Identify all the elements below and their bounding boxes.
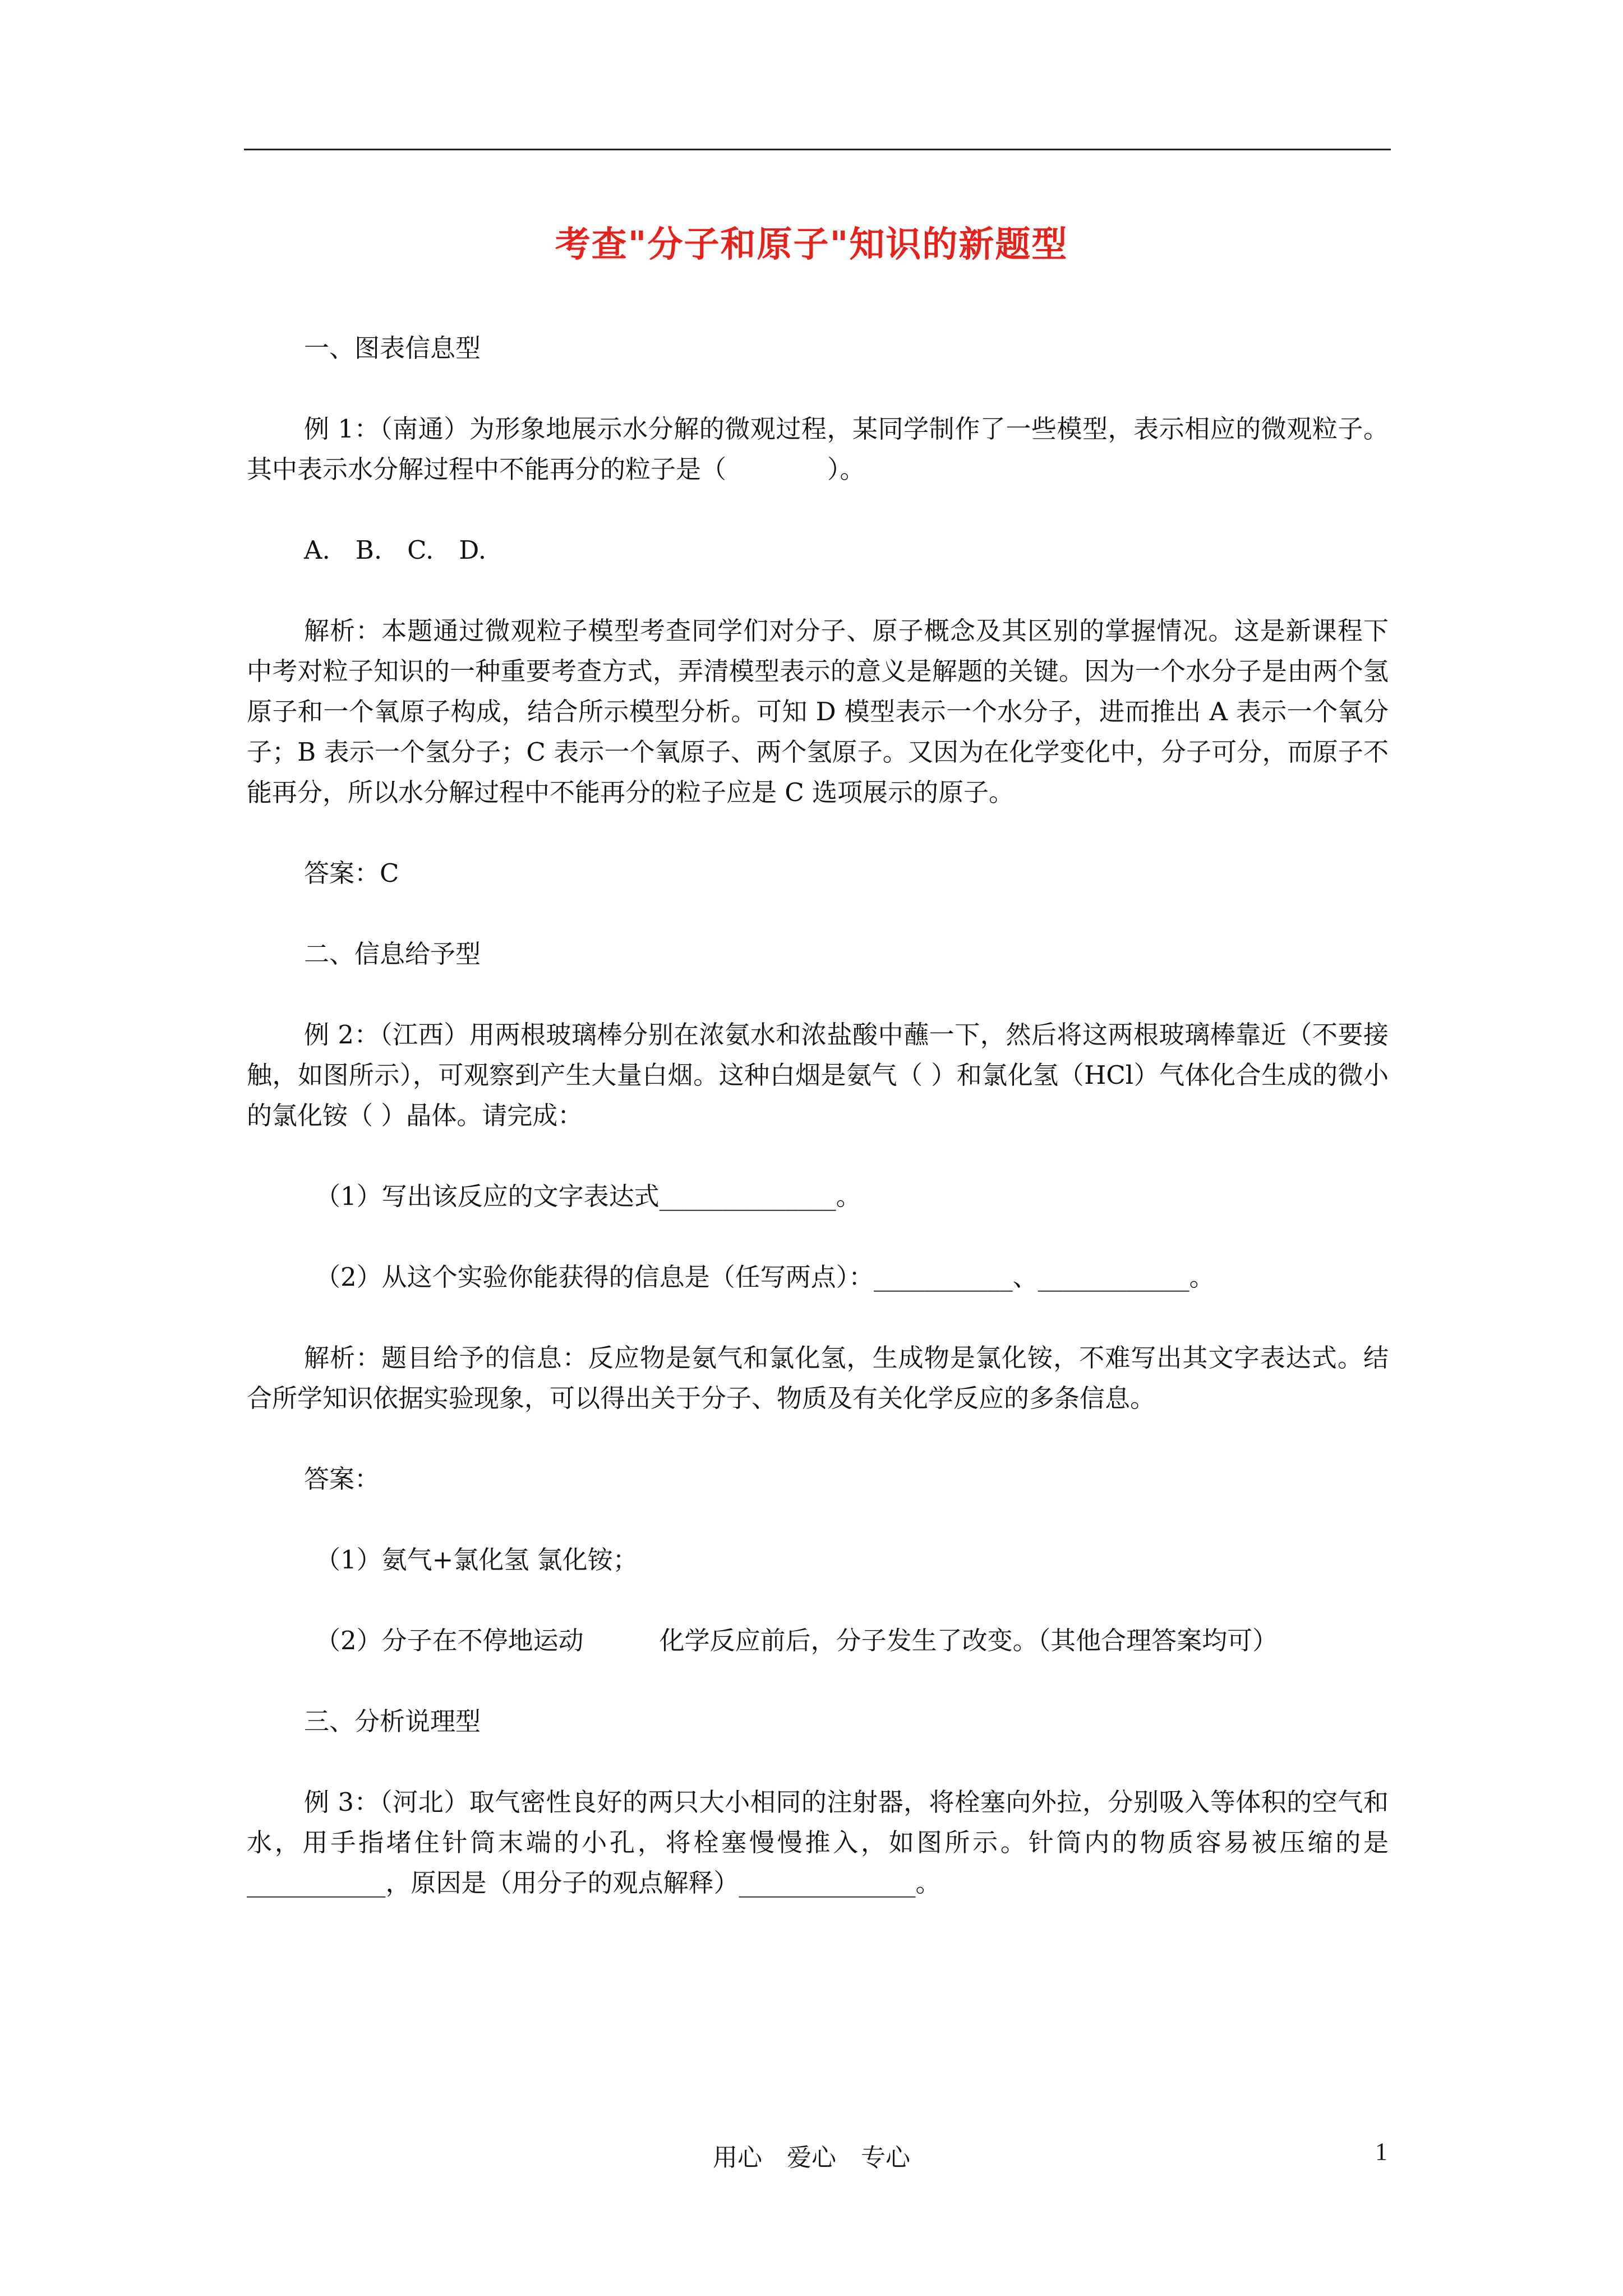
example-1-analysis: 解析：本题通过微观粒子模型考查同学们对分子、原子概念及其区别的掌握情况。这是新课程下中考对粒子知识的一种重要考查方式，弄清模型表示的意义是解题的关键。因为一个水分子是由两个氢原子和一个氧原子构成，结合所示模型分析。可知 D 模型表示一个水分子，进而推出 A 表示一个氧分子；B 表示一个氢分子；C 表示一个氧原子、两个氢原子。又因为在化学变化中，分子可分，而原子不能再分，所以水分解过程中不能再分的粒子应是 C 选项展示的原子。 [247, 616, 1389, 807]
section-heading-1: 一、图表信息型 [304, 333, 481, 363]
example-2-answer-label: 答案： [304, 1464, 380, 1494]
section-heading-2: 二、信息给予型 [304, 939, 481, 969]
example-2-analysis: 解析：题目给予的信息：反应物是氨气和氯化氢，生成物是氯化铵，不难写出其文字表达式。结合所学知识依据实验现象，可以得出关于分子、物质及有关化学反应的多条信息。 [247, 1343, 1389, 1413]
example-2-question: 例 2：（江西）用两根玻璃棒分别在浓氨水和浓盐酸中蘸一下，然后将这两根玻璃棒靠近（不要接触，如图所示），可观察到产生大量白烟。这种白烟是氨气（ ）和氯化氢（HCl）气体化合生成的微小的氯化铵（ ）晶体。请完成： [247, 1020, 1389, 1130]
example-2-subquestion-1: （1）写出该反应的文字表达式______________。 [315, 1181, 861, 1211]
example-2-subquestion-2: （2）从这个实验你能获得的信息是（任写两点）：___________、____________。 [315, 1262, 1215, 1292]
document-body [247, 328, 1389, 1944]
example-2-answer-2: （2）分子在不停地运动 化学反应前后，分子发生了改变。（其他合理答案均可） [315, 1626, 1278, 1655]
example-1-answer: 答案：C [304, 858, 399, 888]
section-heading-3: 三、分析说理型 [304, 1706, 481, 1736]
document-title: 考查"分子和原子"知识的新题型 [555, 223, 1068, 265]
example-1-options: A. B. C. D. [304, 535, 487, 565]
footer-motto: 用心 爱心 专心 [713, 2143, 910, 2172]
example-2-answer-1: （1）氨气+氯化氢 氯化铵； [315, 1545, 638, 1575]
example-1-question: 例 1：（南通）为形象地展示水分解的微观过程，某同学制作了一些模型，表示相应的微观粒子。其中表示水分解过程中不能再分的粒子是（ ）。 [247, 414, 1389, 484]
example-3-question: 例 3：（河北）取气密性良好的两只大小相同的注射器，将栓塞向外拉，分别吸入等体积的空气和水，用手指堵住针筒末端的小孔，将栓塞慢慢推入，如图所示。针筒内的物质容易被压缩的是___________，原因是（用分子的观点解释）______________。 [247, 1787, 1389, 1898]
header-rule [244, 149, 1391, 150]
page-number: 1 [1375, 2138, 1387, 2165]
